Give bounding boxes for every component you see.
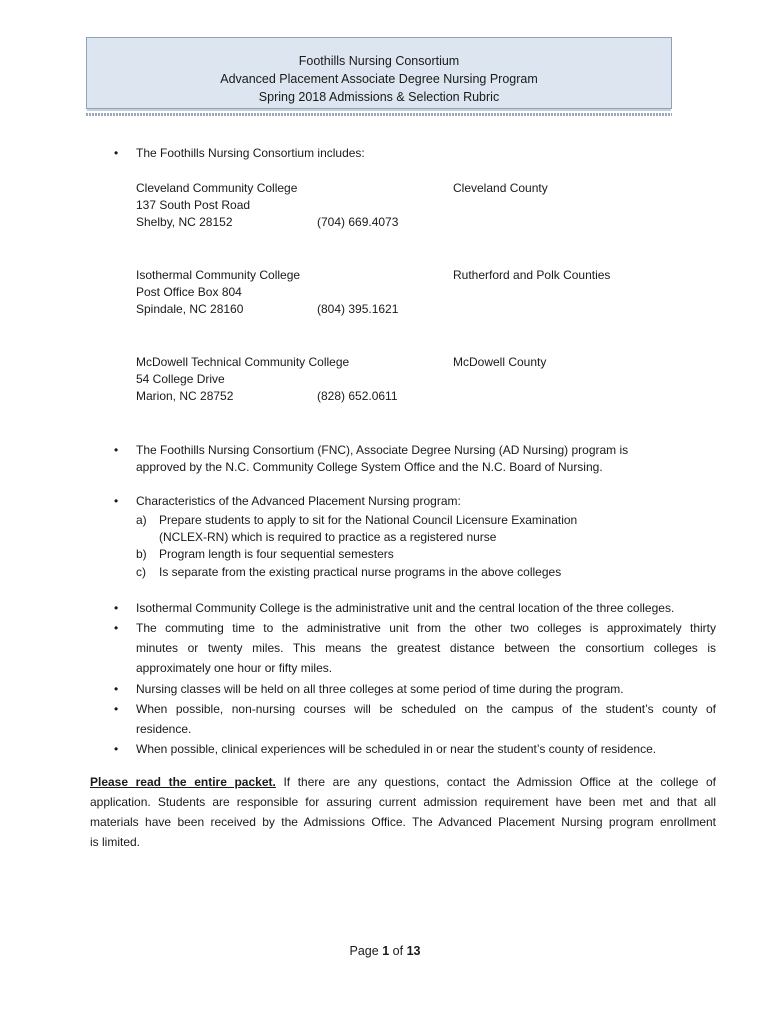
list-item: Is separate from the existing practical nurse programs in the above colleges bbox=[159, 565, 562, 579]
college-county: Rutherford and Polk Counties bbox=[453, 268, 611, 282]
footer-of-label: of bbox=[392, 944, 404, 958]
college-county: McDowell County bbox=[453, 355, 547, 369]
commute-line-1: The commuting time to the administrative unit from the other two colleges is approximately thirty bbox=[136, 621, 716, 635]
college-address: 137 South Post Road bbox=[136, 198, 251, 212]
list-marker: c) bbox=[136, 565, 146, 579]
college-phone: (804) 395.1621 bbox=[317, 302, 399, 316]
commute-line-2: minutes or twenty miles. This means the greatest distance between the consortium colleges is bbox=[136, 641, 716, 655]
header-box bbox=[86, 37, 672, 109]
list-item: Program length is four sequential semesters bbox=[159, 547, 394, 561]
closing-emphasis: Please read the entire packet. bbox=[90, 775, 276, 789]
header-term: Spring 2018 Admissions & Selection Rubric bbox=[258, 90, 500, 104]
list-item: Prepare students to apply to sit for the National Council Licensure Examination bbox=[159, 513, 578, 527]
college-address: Post Office Box 804 bbox=[136, 285, 242, 299]
header-rule bbox=[86, 113, 672, 116]
closing-line-2: application. Students are responsible for assuring current admission requirement have been met and that all bbox=[90, 795, 716, 809]
approval-line-2: approved by the N.C. Community College System Office and the N.C. Board of Nursing. bbox=[136, 460, 603, 474]
college-name: McDowell Technical Community College bbox=[136, 355, 350, 369]
header-subtitle: Advanced Placement Associate Degree Nursing Program bbox=[220, 72, 538, 86]
list-marker: a) bbox=[136, 513, 147, 527]
college-phone: (704) 669.4073 bbox=[317, 215, 399, 229]
page-footer bbox=[0, 944, 770, 958]
college-name: Isothermal Community College bbox=[136, 268, 301, 282]
college-city: Marion, NC 28752 bbox=[136, 389, 234, 403]
nonnursing-line-2: residence. bbox=[136, 722, 192, 736]
nonnursing-line-1: When possible, non-nursing courses will be scheduled on the campus of the student’s county of bbox=[136, 702, 716, 716]
college-phone: (828) 652.0611 bbox=[317, 389, 398, 403]
list-marker: b) bbox=[136, 547, 147, 561]
closing-line-3: materials have been received by the Admissions Office. The Advanced Placement Nursing program enrollment bbox=[90, 815, 716, 829]
footer-page-label: Page bbox=[349, 944, 379, 958]
college-name: Cleveland Community College bbox=[136, 181, 298, 195]
footer-total-pages: 13 bbox=[406, 944, 421, 958]
college-city: Shelby, NC 28152 bbox=[136, 215, 233, 229]
list-item-continuation: (NCLEX-RN) which is required to practice as a registered nurse bbox=[159, 530, 497, 544]
closing-line-1 bbox=[90, 775, 716, 789]
college-county: Cleveland County bbox=[453, 181, 548, 195]
college-address: 54 College Drive bbox=[136, 372, 225, 386]
closing-line-4: is limited. bbox=[90, 835, 141, 849]
closing-line-1-rest: If there are any questions, contact the Admission Office at the college of bbox=[283, 775, 716, 789]
footer-current-page: 1 bbox=[382, 944, 390, 958]
header-title: Foothills Nursing Consortium bbox=[298, 54, 460, 68]
college-city: Spindale, NC 28160 bbox=[136, 302, 244, 316]
commute-line-3: approximately one hour or fifty miles. bbox=[136, 661, 333, 675]
